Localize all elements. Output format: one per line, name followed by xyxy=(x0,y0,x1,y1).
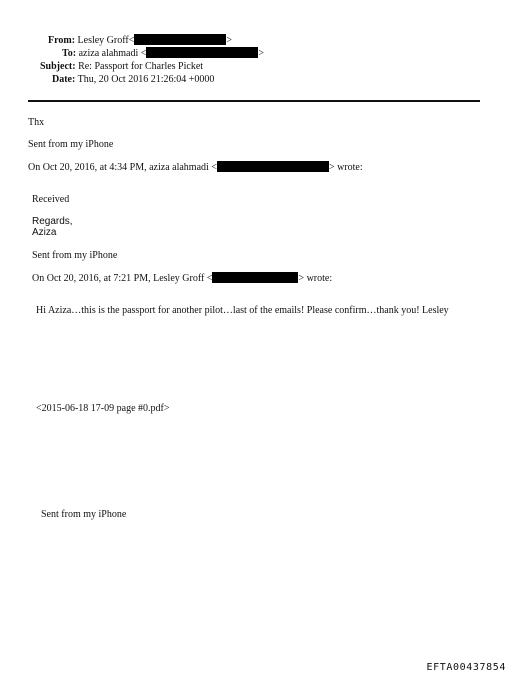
to-name: aziza alahmadi xyxy=(78,48,139,59)
sent-from-iphone-3: Sent from my iPhone xyxy=(41,509,127,520)
redacted-email-quote-2 xyxy=(212,272,298,283)
date-value: Thu, 20 Oct 2016 21:26:04 +0000 xyxy=(77,74,215,85)
header-subject-row xyxy=(40,61,203,73)
bates-number: EFTA00437854 xyxy=(426,662,506,673)
signature-name: Aziza xyxy=(32,227,57,238)
attachment-name[interactable]: <2015-06-18 17-09 page #0.pdf> xyxy=(36,403,170,414)
from-name: Lesley Groff xyxy=(77,35,129,46)
to-label: To: xyxy=(62,48,77,59)
received-text: Received xyxy=(32,194,70,205)
header-from-row: From: Lesley Groff< > xyxy=(48,35,232,46)
message-body: Hi Aziza…this is the passport for another pilot…last of the emails! Please confirm…thank you! Lesley xyxy=(36,305,449,316)
quote-header-2-prefix: On Oct 20, 2016, at 7:21 PM, Lesley Groff xyxy=(32,273,205,284)
redacted-email-to xyxy=(146,47,258,58)
header-divider xyxy=(28,100,480,102)
subject-label: Subject: xyxy=(40,61,76,72)
quote-header-1-suffix: wrote: xyxy=(337,162,363,173)
reply-text-thx: Thx xyxy=(28,117,45,128)
date-label: Date: xyxy=(52,74,76,85)
subject-value: Re: Passport for Charles Picket xyxy=(78,61,204,72)
quote-header-2-suffix: wrote: xyxy=(306,273,333,284)
quote-header-2: On Oct 20, 2016, at 7:21 PM, Lesley Groff < > wrote: xyxy=(32,273,333,284)
quote-header-1: On Oct 20, 2016, at 4:34 PM, aziza alahmadi < > wrote: xyxy=(28,162,363,173)
sent-from-iphone-1: Sent from my iPhone xyxy=(28,139,114,150)
redacted-email-quote-1 xyxy=(217,161,329,172)
redacted-email-from xyxy=(134,34,226,45)
header-date-row xyxy=(52,74,214,86)
quote-header-1-prefix: On Oct 20, 2016, at 4:34 PM, aziza alahmadi xyxy=(28,162,209,173)
sent-from-iphone-2: Sent from my iPhone xyxy=(32,250,118,261)
from-label: From: xyxy=(48,35,76,46)
header-to-row: To: aziza alahmadi < > xyxy=(62,48,265,59)
regards-text: Regards, xyxy=(32,216,73,227)
